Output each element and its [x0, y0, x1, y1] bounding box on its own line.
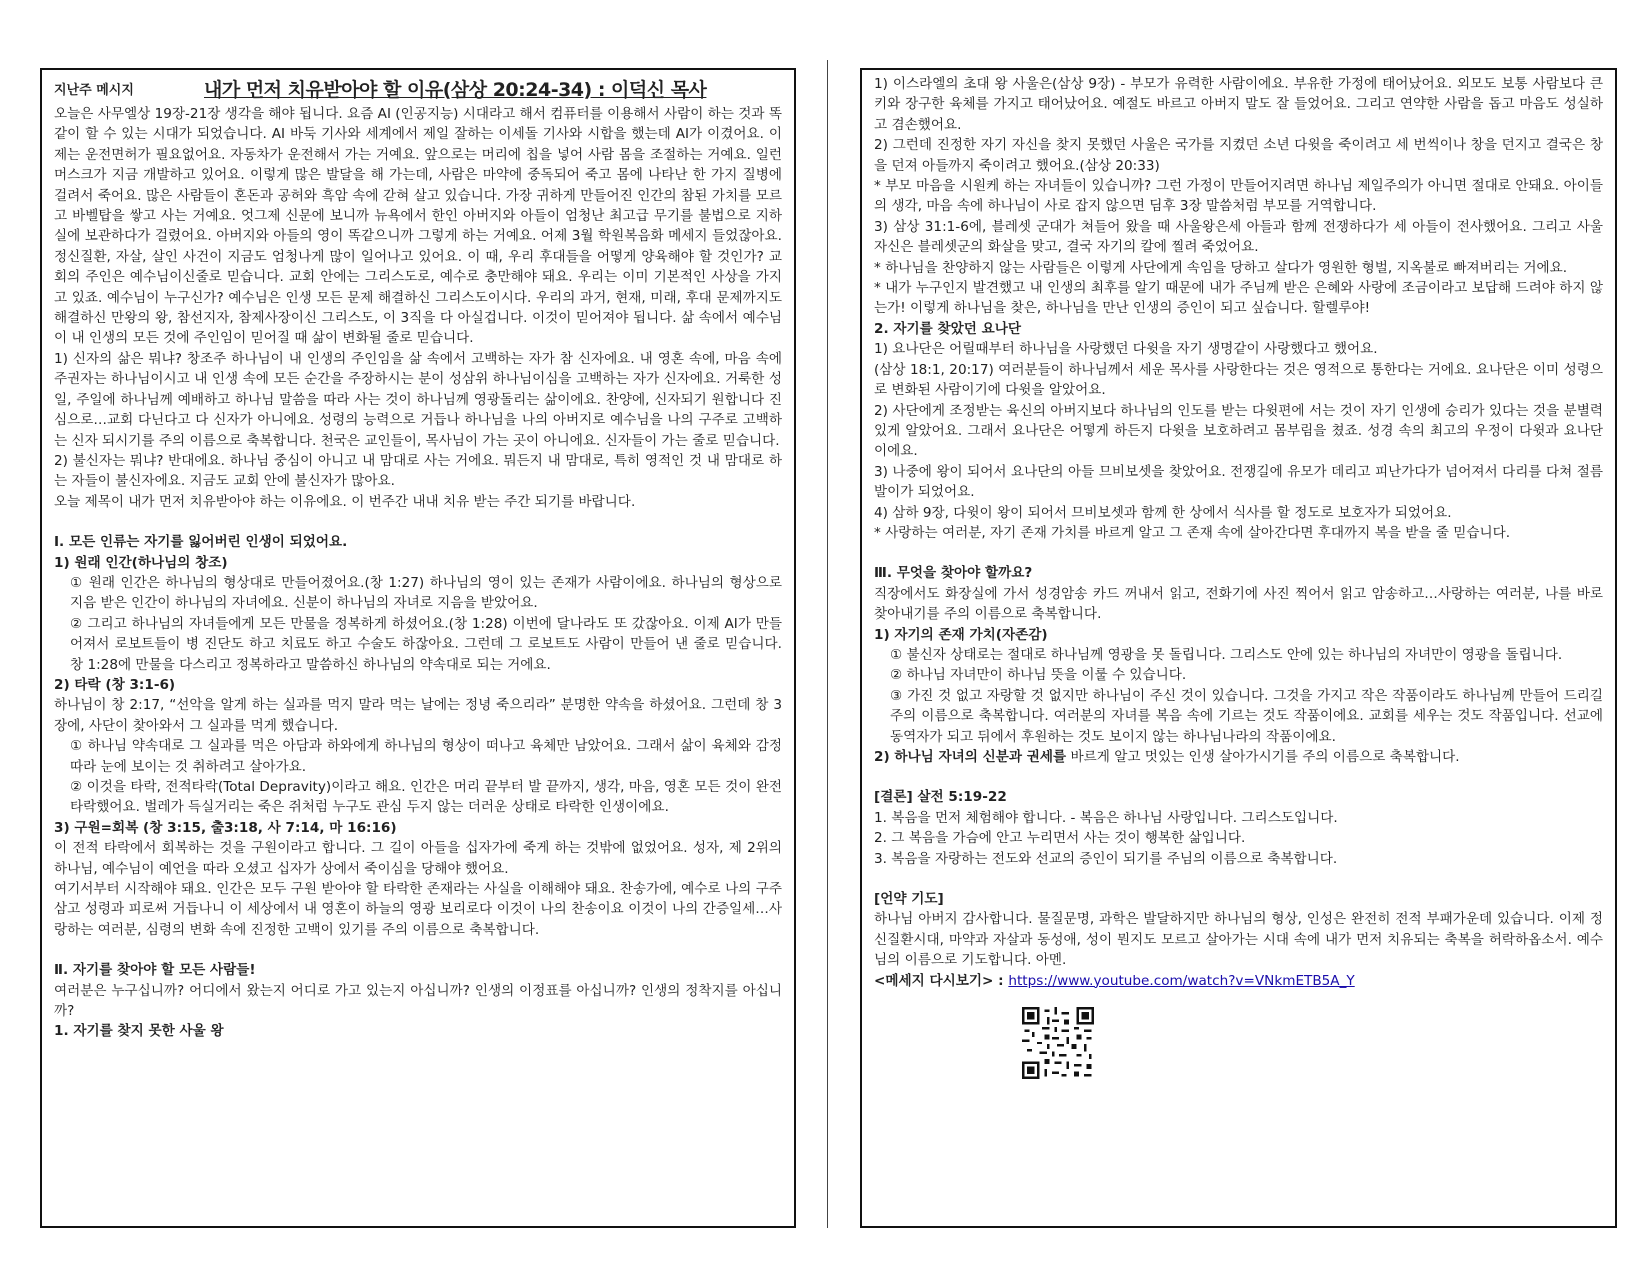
section-1-3-para-1: 이 전적 타락에서 회복하는 것을 구원이라고 합니다. 그 길이 아들을 십자가에 죽게 하는 것밖에 없었어요. 성자, 제 2위의 하나님, 예수님이 예언을 따라 오셨고 십자가 상에서 죽이심을 당해야 했어요. [54, 840, 782, 877]
unbeliever-paragraph: 2) 불신자는 뭐냐? 반대에요. 하나님 중심이 아니고 내 맘대로 사는 거에요. 뭐든지 내 맘대로, 특히 영적인 것 내 맘대로 하는 자들이 불신자에요. 지금도 교회 안에 불신자가 많아요. [54, 452, 782, 490]
saul-para-2: 2) 그런데 진정한 자기 자신을 찾지 못했던 사울은 국가를 지켰던 소년 다윗을 죽이려고 세 번씩이나 창을 던지고 결국은 창을 던져 아들까지 죽이려고 했어요.(삼상 20:33) [874, 137, 1603, 174]
header-label: 지난주 메시지 [54, 82, 134, 98]
section-1-3-heading: 3) 구원=회복 (창 3:15, 출3:18, 사 7:14, 마 16:16) [54, 819, 397, 836]
jonathan-para-4: 3) 나중에 왕이 되어서 요나단의 아들 므비보셋을 찾았어요. 전쟁길에 유모가 데리고 피난가다가 넘어져서 다리를 다쳐 절름발이가 되었어요. [874, 463, 1603, 501]
prayer-title: [언약 기도] [874, 891, 944, 908]
jonathan-para-2: (삼상 18:1, 20:17) 여러분들이 하나님께서 세운 목사를 사랑한다는 것은 영적으로 통한다는 거에요. 요나단은 이미 성령으로 변화된 사람이기에 다윗을 알았어요. [874, 361, 1603, 399]
section-1-1-para-1: ① 원래 인간은 하나님의 형상대로 만들어졌어요.(창 1:27) 하나님의 영이 있는 존재가 사람이에요. 하나님의 형상으로 지음 받은 인간이 하나님의 자녀에요. 신분이 하나님의 자녀로 지음을 받았어요. [70, 574, 782, 612]
section-1-2-para-1: 하나님이 창 2:17, “선악을 알게 하는 실과를 먹지 말라 먹는 날에는 정녕 죽으리라” 분명한 약속을 하셨어요. 그런데 창 3장에, 사단이 찾아와서 그 실과를 먹게 했습니다. [54, 697, 782, 734]
saul-para-4: 3) 삼상 31:1-6에, 블레셋 군대가 쳐들어 왔을 때 사울왕은세 아들과 함께 전쟁하다가 세 아들이 전사했어요. 그리고 사울 자신은 블레셋군의 화살을 맞고, 결국 자기의 칼에 찔려 죽었어요. [874, 218, 1603, 256]
section-1-2-heading: 2) 타락 (창 3:1-6) [54, 676, 176, 693]
section-3-2-text: 바르게 알고 멋있는 인생 살아가시기를 주의 이름으로 축복합니다. [1066, 749, 1460, 765]
section-3-1-para-2: ② 하나님 자녀만이 하나님 뜻을 이룰 수 있습니다. [890, 667, 1187, 684]
section-2-1-heading: 1. 자기를 찾지 못한 사울 왕 [54, 1023, 224, 1040]
conclusion-item-2: 2. 그 복음을 가슴에 안고 누리면서 사는 것이 행복한 삶입니다. [874, 830, 1246, 847]
intro-paragraph: 오늘은 사무엘상 19장-21장 생각을 해야 됩니다. 요즘 AI (인공지능) 시대라고 해서 컴퓨터를 이용해서 사람이 하는 것과 똑같이 할 수 있는 시대가 되었습니다. AI 바둑 기사와 세계에서 제일 잘하는 이세돌 기사와 시합을 했는데 AI가 이겼어요. 이제는 운전면허가 필요없어요. 자동차가 운전해서 가는 거예요. 앞으로는 머리에 칩을 넣어 사람 몸을 조절하는 거예요. 일런 머스크가 지금 개발하고 있어요. 이렇게 많은 발달을 해 가는데, 사람은 마약에 중독되어 죽고 몸에 나타난 한 가지 질병에 걸려서 죽어요. 많은 사람들이 혼돈과 공허와 흑암 속에 갇혀 살고 있습니다. 가장 귀하게 만들어진 인간의 참된 가치를 모르고 바벨탑을 쌓고 사는 거예요. 엇그제 신문에 보니까 뉴욕에서 한인 아버지와 아들이 엄청난 최고급 무기를 불법으로 지하실에 보관하다가 걸렸어요. 아버지와 아들의 영이 똑같으니까 그렇게 하는 거예요. 어제 3월 학원복음화 메세지 들었잖아요. 정신질환, 자살, 살인 사건이 지금도 엄청나게 많이 일어나고 있어요. 이 때, 우리 후대들을 어떻게 양육해야 할 것인가? 교회의 주인은 예수님이신줄로 믿습니다. 교회 안에는 그리스도로, 예수로 충만해야 돼요. 우리는 이미 기본적인 사상을 가지고 있죠. 예수님이 누구신가? 예수님은 인생 모든 문제 해결하신 그리스도이시다. 우리의 과거, 현재, 미래, 후대 문제까지도 해결하신 만왕의 왕, 참선지자, 참제사장이신 그리스도, 이 3직을 다 아실겁니다. 이것이 믿어져야 됩니다. 삶 속에서 예수님이 내 인생의 모든 것에 주인임이 믿어질 때 삶이 변화될 줄로 믿습니다. [54, 106, 782, 347]
section-2-2-heading: 2. 자기를 찾았던 요나단 [874, 320, 1022, 337]
section-3-2-paragraph [874, 747, 1603, 767]
saul-para-1: 1) 이스라엘의 초대 왕 사울은(삼상 9장) - 부모가 유력한 사람이에요. 부유한 가정에 태어났어요. 외모도 보통 사람보다 큰 키와 장구한 육체를 가지고 태어났어요. 예절도 바르고 아버지 말도 잘 들었어요. 그리고 연약한 사람을 돕고 마음도 성실하고 겸손했어요. [874, 76, 1603, 133]
saul-para-5: * 하나님을 찬양하지 않는 사람들은 이렇게 사단에게 속임을 당하고 살다가 영원한 형벌, 지옥불로 빠져버리는 거에요. [874, 259, 1568, 276]
section-1-2-para-2: ① 하나님 약속대로 그 실과를 먹은 아담과 하와에게 하나님의 형상이 떠나고 육체만 남았어요. 그래서 삶이 육체와 감정 따라 눈에 보이는 것 취하려고 살아가요. [70, 738, 782, 775]
section-3-1-heading: 1) 자기의 존재 가치(자존감) [874, 626, 1048, 643]
saul-para-3: * 부모 마음을 시원케 하는 자녀들이 있습니까? 그런 가정이 만들어지려면 하나님 제일주의가 아니면 절대로 안돼요. 아이들의 생각, 마음 속에 하나님이 사로 잡지 않으면 딤후 3장 말씀처럼 부모를 거역합니다. [874, 178, 1603, 215]
page-divider [827, 60, 828, 1228]
section-1-3-para-2: 여기서부터 시작해야 돼요. 인간은 모두 구원 받아야 할 타락한 존재라는 사실을 이해해야 돼요. 찬송가에, 예수로 나의 구주 삼고 성령과 피로써 거듭나니 이 세상에서 내 영혼이 하늘의 영광 보리로다 이것이 나의 찬송이요 이것이 나의 간증일세…사랑하는 여러분, 심령의 변화 속에 진정한 고백이 있기를 주의 이름으로 축복합니다. [54, 881, 782, 938]
conclusion-item-1: 1. 복음을 먼저 체험해야 합니다. - 복음은 하나님 사랑입니다. 그리스도입니다. [874, 809, 1338, 826]
section-3-1-para-3: ③ 가진 것 없고 자랑할 것 없지만 하나님이 주신 것이 있습니다. 그것을 가지고 작은 작품이라도 하나님께 만들어 드리길 주의 이름으로 축복합니다. 여러분의 자녀를 복음 속에 기르는 것도 작품이에요. 교회를 세우는 것도 작품입니다. 선교에 동역자가 되고 뒤에서 후원하는 것도 보이지 않는 하나님나라의 작품이에요. [890, 687, 1603, 745]
page-title: 내가 먼저 치유받아야 할 이유(삼상 20:24-34) : 이덕신 목사 [204, 78, 707, 101]
section-1-1-para-2: ② 그리고 하나님의 자녀들에게 모든 만물을 정복하게 하셨어요.(창 1:28) 이번에 달나라도 또 갔잖아요. 이제 AI가 만들어져서 로보트들이 병 진단도 하고 치료도 하고 수술도 하잖아요. 그런데 그 로보트도 사람이 만들어 낸 줄로 믿습니다. 창 1:28에 만물을 다스리고 정복하라고 말씀하신 하나님의 약속대로 되는 거에요. [70, 615, 782, 673]
prayer-text: 하나님 아버지 감사합니다. 물질문명, 과학은 발달하지만 하나님의 형상, 인성은 완전히 전적 부패가운데 있습니다. 이제 정신질환시대, 마약과 자살과 동성애, 성이 뭔지도 모르고 살아가는 시대 속에 내가 먼저 치유되는 축복을 허락하옵소서. 예수님의 이름으로 기도합니다. 아멘. [874, 911, 1603, 969]
conclusion-title: [결론] 살전 5:19-22 [874, 789, 1007, 806]
section-3-2-heading: 2) 하나님 자녀의 신분과 권세를 [874, 749, 1067, 765]
section-3-intro: 직장에서도 화장실에 가서 성경암송 카드 꺼내서 읽고, 전화기에 사진 찍어서 읽고 암송하고…사랑하는 여러분, 나를 바로 찾아내기를 주의 이름으로 축복합니다. [874, 585, 1603, 623]
jonathan-para-1: 1) 요나단은 어릴때부터 하나님을 사랑했던 다윗을 자기 생명같이 사랑했다고 했어요. [874, 341, 1378, 358]
replay-line [874, 971, 1603, 991]
replay-label: <메세지 다시보기> : [874, 972, 1004, 989]
theme-paragraph: 오늘 제목이 내가 먼저 치유받아야 하는 이유에요. 이 번주간 내내 치유 받는 주간 되기를 바랍니다. [54, 493, 636, 510]
section-2-title: Ⅱ. 자기를 찾아야 할 모든 사람들! [54, 962, 256, 979]
header [54, 74, 782, 102]
section-1-2-para-3: ② 이것을 타락, 전적타락(Total Depravity)이라고 해요. 인간은 머리 끝부터 발 끝까지, 생각, 마음, 영혼 모든 것이 완전 타락했어요. 벌레가 득실거리는 죽은 쥐처럼 누구도 관심 두지 않는 더러운 상태로 타락한 인생이에요. [70, 779, 782, 816]
saul-para-6: * 내가 누구인지 발견했고 내 인생의 최후를 알기 때문에 내가 주님께 받은 은혜와 사랑에 조금이라고 보답해 드려야 하지 않는가! 이렇게 하나님을 찾은, 하나님을 만난 인생의 증인이 되고 싶습니다. 할렐루야! [874, 280, 1603, 317]
jonathan-para-3: 2) 사단에게 조정받는 육신의 아버지보다 하나님의 인도를 받는 다윗편에 서는 것이 자기 인생에 승리가 있다는 것을 분별력 있게 알았어요. 그래서 요나단은 어떻게 하든지 다윗을 보호하려고 몸부림을 쳤죠. 성경 속의 최고의 우정이 다윗과 요나단이에요. [874, 402, 1603, 460]
jonathan-para-5: 4) 삼하 9장, 다윗이 왕이 되어서 므비보셋과 함께 한 상에서 식사를 할 정도로 보호자가 되었어요. [874, 504, 1452, 521]
section-2-intro: 여러분은 누구십니까? 어디에서 왔는지 어디로 가고 있는지 아십니까? 인생의 이정표를 아십니까? 인생의 정착지를 아십니까? [54, 982, 782, 1020]
believer-paragraph: 1) 신자의 삶은 뭐냐? 창조주 하나님이 내 인생의 주인임을 삶 속에서 고백하는 자가 참 신자에요. 내 영혼 속에, 마음 속에 주권자는 하나님이시고 내 인생 속에 모든 순간을 주장하시는 분이 성삼위 하나님이심을 고백하는 자가 신자에요. 거룩한 성일, 주일에 하나님께 예배하고 하나님 말씀을 따라 사는 것이 하나님께 영광돌리는 삶이에요. 찬양에, 신자되기 원합니다 진심으로…교회 다닌다고 다 신자가 아니에요. 성령의 능력으로 거듭나 하나님을 나의 아버지로 예수님을 나의 구주로 고백하는 신자 되시기를 주의 이름으로 축복합니다. 천국은 교인들이, 목사님이 가는 곳이 아니에요. 신자들이 가는 줄로 믿습니다. [54, 350, 782, 449]
left-column [40, 68, 796, 1228]
section-3-1-para-1: ① 불신자 상태로는 절대로 하나님께 영광을 못 돌립니다. 그리스도 안에 있는 하나님의 자녀만이 영광을 돌립니다. [890, 646, 1563, 663]
youtube-link[interactable]: https://www.youtube.com/watch?v=VNkmETB5A_Y [1008, 972, 1355, 989]
section-1-1-heading: 1) 원래 인간(하나님의 창조) [54, 554, 228, 571]
conclusion-item-3: 3. 복음을 자랑하는 전도와 선교의 증인이 되기를 주님의 이름으로 축복합니다. [874, 850, 1338, 867]
section-1-title: Ⅰ. 모든 인류는 자기를 잃어버린 인생이 되었어요. [54, 534, 348, 551]
section-3-title: Ⅲ. 무엇을 찾아야 할까요? [874, 565, 1033, 582]
right-column [860, 68, 1617, 1228]
qr-code-icon[interactable] [1022, 1003, 1094, 1083]
jonathan-para-6: * 사랑하는 여러분, 자기 존재 가치를 바르게 알고 그 존재 속에 살아간다면 후대까지 복을 받을 줄 믿습니다. [874, 524, 1511, 541]
